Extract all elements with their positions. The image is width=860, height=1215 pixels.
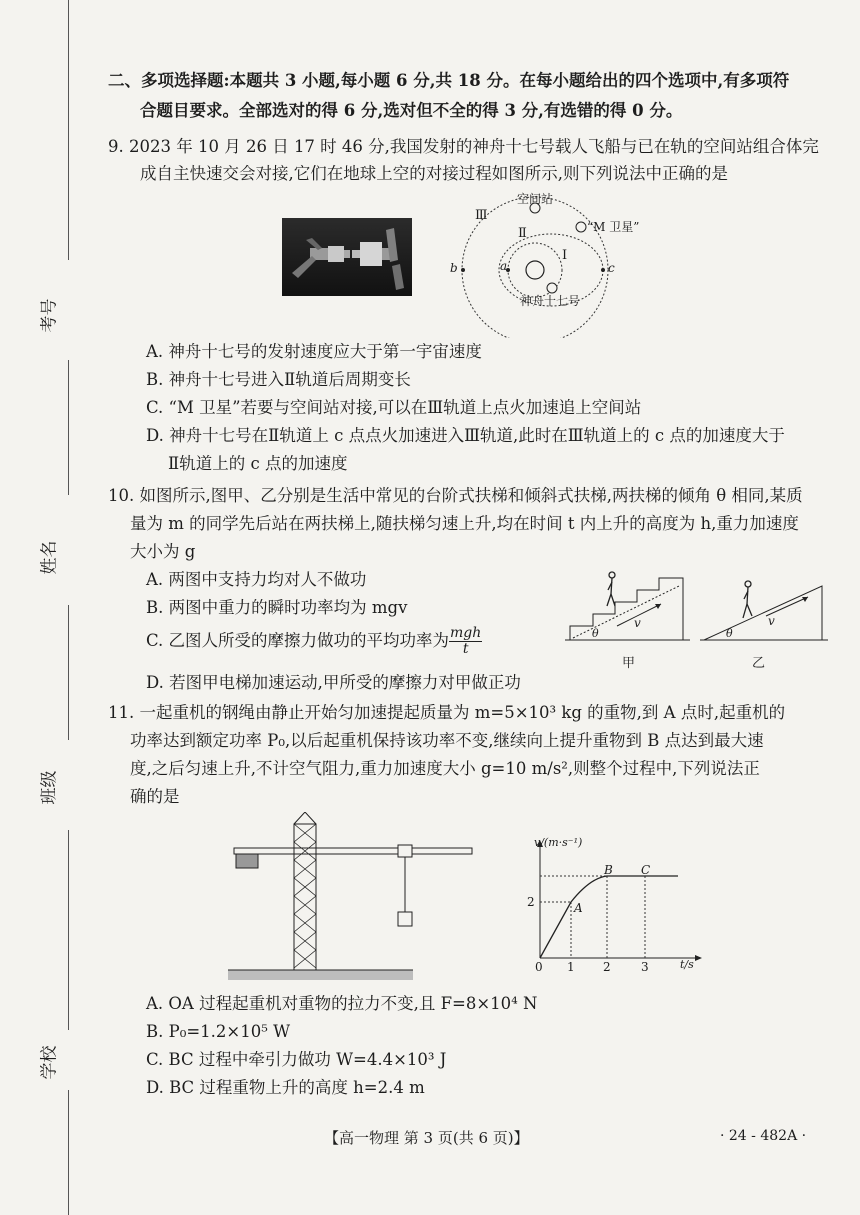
q9-label-c: c bbox=[608, 261, 615, 275]
q10-option-c-fraction bbox=[449, 626, 482, 657]
q9-docking-photo bbox=[282, 218, 412, 296]
q9-label-m-satellite: “M 卫星” bbox=[587, 220, 640, 234]
q10-option-c-text: C. 乙图人所受的摩擦力做功的平均功率为 bbox=[146, 631, 450, 650]
q10-option-b: B. 两图中重力的瞬时功率均为 mgv bbox=[146, 598, 408, 617]
q9-stem-line2: 成自主快速交会对接,它们在地球上空的对接过程如图所示,则下列说法中正确的是 bbox=[140, 164, 728, 183]
graph-tick-x2: 2 bbox=[603, 960, 611, 974]
q11-option-c: C. BC 过程中牵引力做功 W=4.4×10³ J bbox=[146, 1050, 447, 1069]
q11-option-a: A. OA 过程起重机对重物的拉力不变,且 F=8×10⁴ N bbox=[146, 994, 538, 1013]
q10-stair-escalator-figure bbox=[565, 566, 690, 646]
graph-tick-3: 3 bbox=[641, 960, 649, 974]
point-c bbox=[601, 268, 605, 272]
graph-point-b: B bbox=[604, 863, 613, 877]
binding-line-lower bbox=[68, 605, 69, 740]
q9-label-I: Ⅰ bbox=[562, 248, 568, 263]
binding-line-top bbox=[68, 0, 69, 260]
q11-stem-line2: 功率达到额定功率 P₀,以后起重机保持该功率不变,继续向上提升重物到 B 点达到最大速 bbox=[130, 731, 764, 750]
q11-option-d: D. BC 过程重物上升的高度 h=2.4 m bbox=[146, 1078, 425, 1097]
q9-option-d-line1: D. 神舟十七号在Ⅱ轨道上 c 点点火加速进入Ⅲ轨道,此时在Ⅲ轨道上的 c 点的加速度大于 bbox=[146, 426, 785, 445]
q10-stem-line3: 大小为 g bbox=[130, 542, 196, 561]
q11-stem-line3: 度,之后匀速上升,不计空气阻力,重力加速度大小 g=10 m/s²,则整个过程中,下列说法正 bbox=[130, 759, 760, 778]
graph-tick-1: 1 bbox=[567, 960, 575, 974]
binding-line-mid bbox=[68, 360, 69, 495]
school-label: 学校 bbox=[39, 1045, 60, 1080]
m-satellite-dot bbox=[576, 222, 586, 232]
q10-fraction-denominator: t bbox=[462, 641, 469, 657]
q9-label-II: Ⅱ bbox=[518, 226, 527, 241]
name-label: 姓名 bbox=[39, 540, 60, 575]
graph-xlabel: t/s bbox=[680, 958, 694, 971]
q9-label-shenzhou: 神舟十七号 bbox=[520, 294, 581, 308]
q9-label-b: b bbox=[450, 261, 458, 275]
class-label: 班级 bbox=[39, 770, 60, 805]
earth bbox=[526, 261, 544, 279]
binding-line-bottom bbox=[68, 830, 69, 1030]
page-footer-center: 【高一物理 第 3 页(共 6 页)】 bbox=[324, 1129, 529, 1147]
point-b bbox=[461, 268, 465, 272]
q10-label-jia: 甲 bbox=[622, 656, 636, 671]
graph-point-a: A bbox=[574, 901, 583, 915]
q9-option-d-line2: Ⅱ轨道上的 c 点的加速度 bbox=[168, 454, 348, 473]
exam-number-label: 考号 bbox=[39, 298, 60, 333]
q9-stem-line1: 9. 2023 年 10 月 26 日 17 时 46 分,我国发射的神舟十七号载人飞船与已在轨的空间站组合体完 bbox=[108, 137, 819, 156]
q10-label-yi: 乙 bbox=[752, 656, 766, 671]
q9-option-c: C. “M 卫星”若要与空间站对接,可以在Ⅲ轨道上点火加速追上空间站 bbox=[146, 398, 642, 417]
q10-yi-velocity: v bbox=[768, 614, 775, 628]
graph-tick-y2: 2 bbox=[527, 895, 535, 909]
graph-velocity-curve bbox=[540, 876, 678, 958]
graph-point-c: C bbox=[641, 863, 651, 877]
page-footer-code: · 24 - 482A · bbox=[720, 1128, 807, 1144]
q9-label-III: Ⅲ bbox=[475, 208, 488, 223]
q10-stem-line1: 10. 如图所示,图甲、乙分别是生活中常见的台阶式扶梯和倾斜式扶梯,两扶梯的倾角 θ 相同,某质 bbox=[108, 486, 803, 505]
q10-jia-velocity: v bbox=[634, 616, 641, 630]
q9-option-a: A. 神舟十七号的发射速度应大于第一宇宙速度 bbox=[146, 342, 482, 361]
q10-fraction-numerator: mgh bbox=[450, 625, 482, 641]
q11-stem-line4: 确的是 bbox=[130, 787, 180, 806]
graph-ylabel: v/(m·s⁻¹) bbox=[534, 836, 583, 849]
graph-tick-0: 0 bbox=[535, 960, 543, 974]
binding-line-end bbox=[68, 1090, 69, 1215]
q10-stem-line2: 量为 m 的同学先后站在两扶梯上,随扶梯匀速上升,均在时间 t 内上升的高度为 h,重力加速度 bbox=[130, 514, 799, 533]
q10-option-a: A. 两图中支持力均对人不做功 bbox=[146, 570, 367, 589]
q9-option-b: B. 神舟十七号进入Ⅱ轨道后周期变长 bbox=[146, 370, 411, 389]
section-heading-line2: 合题目要求。全部选对的得 6 分,选对但不全的得 3 分,有选错的得 0 分。 bbox=[140, 101, 683, 120]
q10-incline-escalator-figure bbox=[700, 566, 828, 646]
q11-crane-figure bbox=[228, 812, 478, 990]
q9-label-station: 空间站 bbox=[517, 192, 554, 206]
q9-label-a: a bbox=[500, 259, 508, 273]
q11-option-b: B. P₀=1.2×10⁵ W bbox=[146, 1022, 291, 1041]
q10-jia-theta: θ bbox=[592, 627, 599, 640]
q10-yi-theta: θ bbox=[726, 627, 733, 640]
q10-option-d: D. 若图甲电梯加速运动,甲所受的摩擦力对甲做正功 bbox=[146, 673, 521, 692]
section-heading-line1: 二、多项选择题:本题共 3 小题,每小题 6 分,共 18 分。在每小题给出的四个选项中,有多项符 bbox=[108, 71, 790, 90]
q10-option-c bbox=[146, 626, 482, 657]
q11-vt-graph bbox=[528, 840, 708, 970]
q11-stem-line1: 11. 一起重机的钢绳由静止开始匀加速提起质量为 m=5×10³ kg 的重物,到 A 点时,起重机的 bbox=[108, 703, 786, 722]
